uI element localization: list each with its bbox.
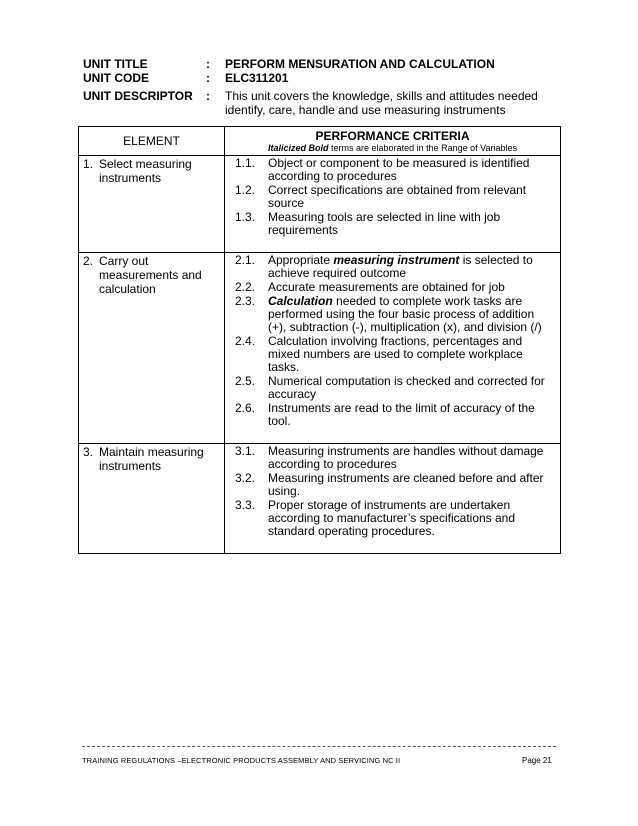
element-number: 2. bbox=[83, 254, 94, 268]
criteria-note-bold: Italicized Bold bbox=[268, 143, 329, 153]
element-number: 3. bbox=[83, 445, 94, 459]
criterion-text: needed to complete work tasks are performed using the four basic process of addition (+), subtraction (-), multiplication (x), and division (/) bbox=[268, 294, 542, 334]
criterion-item bbox=[235, 211, 552, 237]
criteria-header-title: PERFORMANCE CRITERIA bbox=[315, 129, 470, 143]
criterion-number: 3.2. bbox=[235, 471, 256, 485]
table-row bbox=[79, 253, 561, 444]
criterion-text: Calculation involving fractions, percentages and mixed numbers are used to complete workplace tasks. bbox=[268, 334, 523, 374]
unit-descriptor-value bbox=[225, 89, 565, 117]
criterion-item bbox=[235, 499, 552, 538]
criteria-table-body bbox=[79, 156, 561, 554]
unit-descriptor-colon: : bbox=[206, 89, 210, 103]
element-column-header: ELEMENT bbox=[79, 127, 225, 156]
table-header-row bbox=[79, 127, 561, 156]
element-cell bbox=[79, 156, 225, 253]
criterion-text: Measuring instruments are handles without damage according to procedures bbox=[268, 444, 544, 471]
criterion-number: 2.1. bbox=[235, 253, 256, 267]
criterion-text: Object or component to be measured is identified according to procedures bbox=[268, 156, 530, 183]
unit-descriptor-label: UNIT DESCRIPTOR bbox=[83, 89, 193, 103]
element-number: 1. bbox=[83, 157, 94, 171]
criterion-range-term: Calculation bbox=[268, 294, 333, 308]
criterion-text: Numerical computation is checked and corrected for accuracy bbox=[268, 374, 545, 401]
criterion-number: 3.1. bbox=[235, 444, 256, 458]
element-text-line: calculation bbox=[99, 282, 156, 296]
element-cell bbox=[79, 444, 225, 554]
criterion-item bbox=[235, 157, 552, 183]
criterion-text: Proper storage of instruments are undertaken according to manufacturer’s specifications and standard operating procedures. bbox=[268, 498, 516, 538]
criteria-note-rest: terms are elaborated in the Range of Variables bbox=[328, 143, 517, 153]
criterion-item bbox=[235, 295, 552, 334]
criterion-item bbox=[235, 281, 552, 294]
element-text-line: instruments bbox=[99, 171, 162, 185]
criterion-number: 2.3. bbox=[235, 294, 256, 308]
unit-title-value: PERFORM MENSURATION AND CALCULATION bbox=[225, 57, 495, 71]
footer-document-title: TRAINING REGULATIONS –ELECTRONIC PRODUCTS ASSEMBLY AND SERVICING NC II bbox=[82, 756, 401, 765]
criterion-item bbox=[235, 375, 552, 401]
unit-code-value: ELC311201 bbox=[225, 71, 289, 85]
criterion-item bbox=[235, 445, 552, 471]
unit-title-colon: : bbox=[206, 57, 210, 71]
criterion-item bbox=[235, 254, 552, 280]
criterion-number: 2.5. bbox=[235, 374, 256, 388]
criterion-item bbox=[235, 472, 552, 498]
unit-title-label: UNIT TITLE bbox=[83, 57, 148, 71]
footer-divider bbox=[82, 746, 556, 747]
criteria-cell bbox=[225, 156, 561, 253]
unit-descriptor-line-1: This unit covers the knowledge, skills and attitudes needed bbox=[225, 89, 538, 103]
criterion-number: 1.2. bbox=[235, 183, 256, 197]
criterion-number: 2.6. bbox=[235, 401, 256, 415]
element-cell bbox=[79, 253, 225, 444]
criterion-number: 2.2. bbox=[235, 280, 256, 294]
element-text-line: instruments bbox=[99, 459, 162, 473]
criteria-cell bbox=[225, 253, 561, 444]
table-row bbox=[79, 444, 561, 554]
criterion-item bbox=[235, 402, 552, 428]
criterion-number: 1.3. bbox=[235, 210, 256, 224]
criterion-number: 3.3. bbox=[235, 498, 256, 512]
criterion-text: Accurate measurements are obtained for job bbox=[268, 280, 505, 294]
element-text-line: Carry out bbox=[99, 254, 149, 268]
criterion-text: Measuring tools are selected in line with job requirements bbox=[268, 210, 501, 237]
criterion-text: Instruments are read to the limit of accuracy of the tool. bbox=[268, 401, 535, 428]
criterion-number: 1.1. bbox=[235, 156, 256, 170]
performance-criteria-table bbox=[78, 126, 561, 554]
unit-code-label: UNIT CODE bbox=[83, 71, 149, 85]
footer-page-number: Page 21 bbox=[522, 756, 552, 765]
element-text-line: Select measuring bbox=[99, 157, 192, 171]
criterion-range-term: measuring instrument bbox=[333, 253, 460, 267]
criteria-cell bbox=[225, 444, 561, 554]
criteria-column-header bbox=[225, 127, 561, 156]
table-row bbox=[79, 156, 561, 253]
unit-descriptor-line-2: identify, care, handle and use measuring instruments bbox=[225, 103, 506, 117]
element-text-line: measurements and bbox=[99, 268, 202, 282]
criterion-text: is selected to achieve required outcome bbox=[268, 253, 533, 280]
criterion-item bbox=[235, 184, 552, 210]
criterion-text: Correct specifications are obtained from relevant source bbox=[268, 183, 527, 210]
criterion-text: Appropriate bbox=[268, 253, 334, 267]
unit-code-colon: : bbox=[206, 71, 210, 85]
criterion-item bbox=[235, 335, 552, 374]
criteria-header-note bbox=[225, 143, 560, 155]
criterion-number: 2.4. bbox=[235, 334, 256, 348]
criterion-text: Measuring instruments are cleaned before and after using. bbox=[268, 471, 544, 498]
element-text-line: Maintain measuring bbox=[99, 445, 204, 459]
